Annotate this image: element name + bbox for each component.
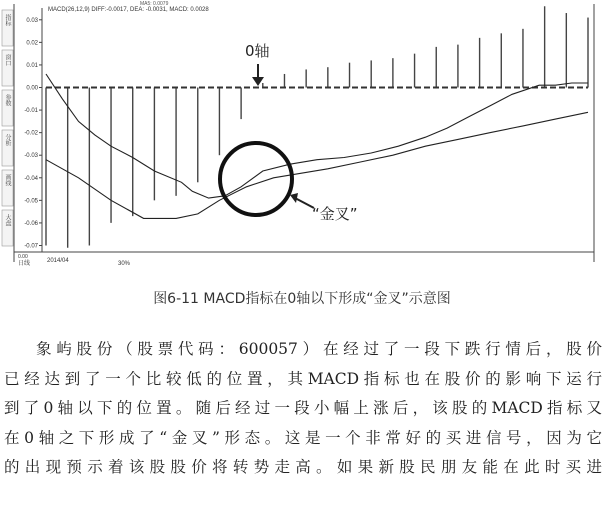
body-line: 象屿股份（股票代码：600057）在经过了一段下跌行情后，股价 bbox=[36, 340, 602, 358]
y-tick-label: -0.04 bbox=[24, 175, 38, 182]
y-axis-ticks bbox=[24, 18, 42, 250]
body-line: 的出现预示着该股股价将转势走高。如果新股民朋友能在此时买进 bbox=[4, 458, 602, 476]
golden-cross-circle bbox=[220, 143, 292, 215]
y-tick-label: -0.01 bbox=[24, 108, 38, 115]
x-axis-date-label: 2014/04 bbox=[47, 258, 69, 264]
diff-line bbox=[46, 74, 588, 198]
footer-percent: 30% bbox=[118, 261, 131, 267]
golden-cross-arrowhead bbox=[290, 193, 298, 203]
zero-axis-label: 0轴 bbox=[245, 42, 270, 60]
sidebar-tab-label: 指标 bbox=[4, 14, 11, 26]
figure-caption: 图6-11 MACD指标在0轴以下形成“金叉”示意图 bbox=[153, 291, 451, 307]
sidebar-tab-label: 分析 bbox=[4, 134, 11, 146]
golden-cross-label: “金叉” bbox=[312, 205, 358, 223]
chart-header-sub: MA5: 0.0079 bbox=[140, 1, 169, 7]
y-tick-label: -0.05 bbox=[24, 198, 38, 205]
body-line: 已经达到了一个比较低的位置，其MACD指标也在股价的影响下运行 bbox=[4, 369, 602, 388]
y-tick-label: 0.03 bbox=[26, 17, 38, 24]
y-tick-label: -0.02 bbox=[24, 130, 38, 137]
y-tick-label: -0.06 bbox=[24, 220, 38, 227]
body-line: 在0轴之下形成了“金叉”形态。这是一个非常好的买进信号，因为它 bbox=[4, 428, 602, 447]
sidebar-tab-label: 画线 bbox=[4, 174, 11, 186]
macd-lines bbox=[46, 74, 588, 218]
sidebar-tab-label: 参数 bbox=[4, 94, 11, 106]
sidebar-tab-label: 窗口 bbox=[4, 54, 11, 66]
footer-tag: 日线 bbox=[18, 260, 31, 267]
sidebar-tab-label: 大盘 bbox=[4, 214, 11, 226]
dea-line bbox=[46, 112, 588, 218]
y-tick-label: -0.03 bbox=[24, 153, 38, 160]
sidebar-tabs bbox=[2, 10, 13, 246]
chart-header-text: MACD(26,12,9) DIFF:-0.0017, DEA: -0.0031, MACD: 0.0028 bbox=[48, 7, 209, 13]
y-tick-label: 0.01 bbox=[26, 62, 38, 69]
footer-left-value: 0.00 bbox=[18, 254, 28, 260]
y-tick-label: -0.07 bbox=[24, 243, 38, 250]
y-tick-label: 0.02 bbox=[26, 40, 38, 47]
y-tick-label: 0.00 bbox=[26, 85, 38, 92]
body-paragraph bbox=[4, 335, 602, 483]
body-line: 到了0轴以下的位置。随后经过一段小幅上涨后，该股的MACD指标又 bbox=[4, 399, 602, 417]
